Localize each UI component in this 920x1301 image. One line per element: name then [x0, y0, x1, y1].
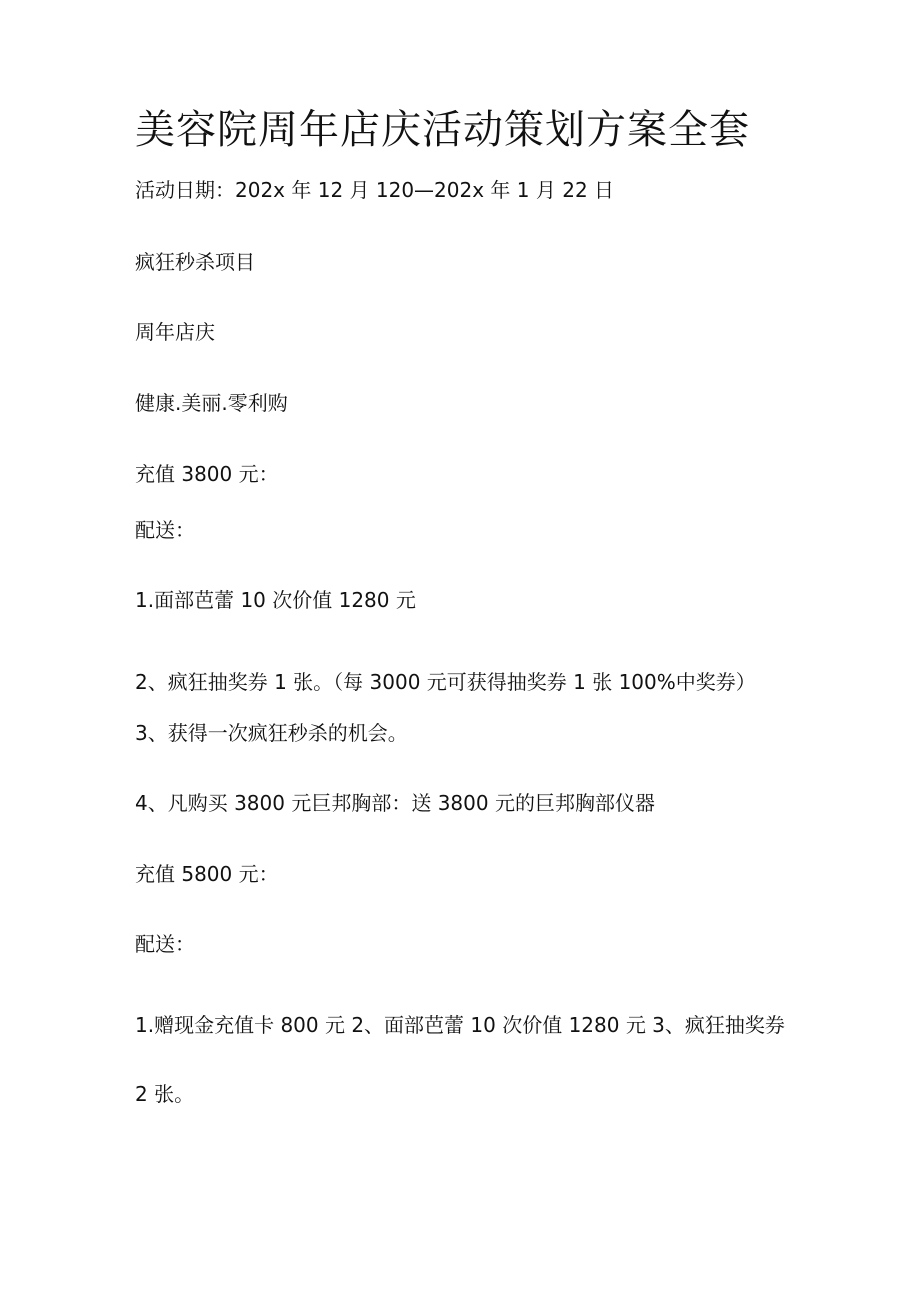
section-anniversary: 周年店庆 — [135, 320, 215, 344]
section-flash-sale: 疯狂秒杀项目 — [135, 250, 255, 274]
recharge-3800-heading: 充值 3800 元： — [135, 462, 279, 486]
recharge-3800-item-2: 2、疯狂抽奖券 1 张。（每 3000 元可获得抽奖券 1 张 100%中奖券） — [135, 670, 756, 694]
recharge-3800-item-1: 1.面部芭蕾 10 次价值 1280 元 — [135, 588, 416, 612]
slogan: 健康.美丽.零利购 — [135, 391, 288, 415]
recharge-3800-item-3: 3、获得一次疯狂秒杀的机会。 — [135, 721, 408, 745]
recharge-5800-items-line-2: 2 张。 — [135, 1082, 195, 1106]
recharge-5800-heading: 充值 5800 元： — [135, 862, 279, 886]
recharge-3800-item-4: 4、凡购买 3800 元巨邦胸部：送 3800 元的巨邦胸部仪器 — [135, 791, 655, 815]
activity-date: 活动日期：202x 年 12 月 120—202x 年 1 月 22 日 — [135, 178, 615, 202]
recharge-3800-gift-label: 配送： — [135, 518, 195, 542]
document-title: 美容院周年店庆活动策划方案全套 — [135, 107, 750, 153]
recharge-5800-items-line-1: 1.赠现金充值卡 800 元 2、面部芭蕾 10 次价值 1280 元 3、疯狂抽奖券 — [135, 1013, 785, 1037]
recharge-5800-gift-label: 配送： — [135, 932, 195, 956]
